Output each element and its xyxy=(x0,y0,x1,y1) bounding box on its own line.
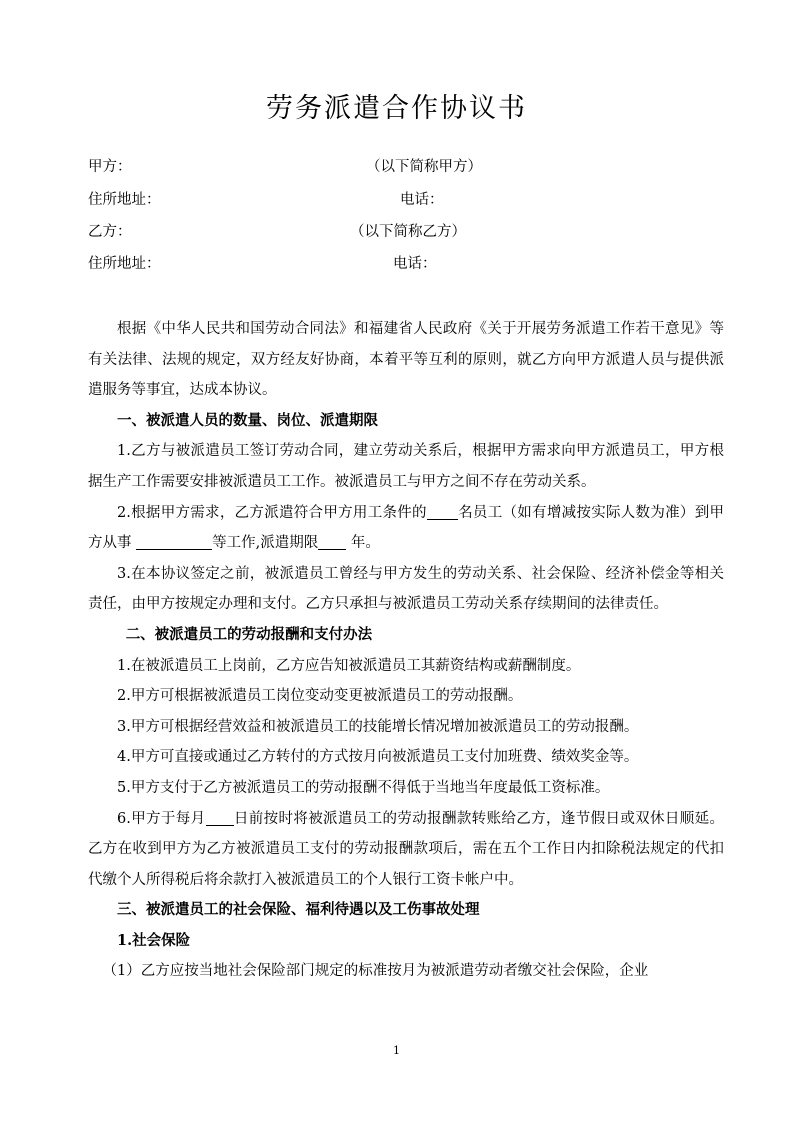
section-2-item-4: 4.甲方可直接或通过乙方转付的方式按月向被派遣员工支付加班费、绩效奖金等。 xyxy=(117,749,639,766)
section-1-item-1: 1.乙方与被派遣员工签订劳动合同，建立劳动关系后，根据甲方需求向甲方派遣员工，甲方根据生产工作需要安排被派遣员工工作。被派遣员工与甲方之间不存在劳动关系。 xyxy=(88,443,724,490)
page-number: 1 xyxy=(393,1044,400,1057)
item-6-text-a: 6.甲方于每月 xyxy=(117,810,206,827)
dispatch-period-blank[interactable] xyxy=(318,533,346,550)
section-2-heading: 二、被派遣员工的劳动报酬和支付办法 xyxy=(125,625,373,643)
section-2-item-3: 3.甲方可根据经营效益和被派遣员工的技能增长情况增加被派遣员工的劳动报酬。 xyxy=(117,718,639,735)
section-3-sub-1: 1.社会保险 xyxy=(117,931,191,949)
phone-b-label: 电话： xyxy=(393,256,437,272)
section-2-item-1: 1.在被派遣员工上岗前，乙方应告知被派遣员工其薪资结构或薪酬制度。 xyxy=(117,657,581,674)
section-2-item-5: 5.甲方支付于乙方被派遣员工的劳动报酬不得低于当地当年度最低工资标准。 xyxy=(117,779,610,796)
section-1-item-3: 3.在本协议签定之前，被派遣员工曾经与甲方发生的劳动关系、社会保险、经济补偿金等相关责任，由甲方按规定办理和支付。乙方只承担与被派遣员工劳动关系存续期间的法律责任。 xyxy=(88,565,724,613)
section-3-item-1: （1）乙方应按当地社会保险部门规定的标准按月为被派遣劳动者缴交社会保险，企业 xyxy=(102,963,649,980)
preamble-paragraph: 根据《中华人民共和国劳动合同法》和福建省人民政府《关于开展劳务派遣工作若干意见》等有关法律、法规的规定，双方经友好协商，本着平等互利的原则，就乙方向甲方派遣人员与提供派遣服务等事宜，达成本协议。 xyxy=(88,321,724,399)
item-6-text-b: 日前按时将被派遣员工的劳动报酬款转账给乙方，逢节假日或双休日顺延。乙方在收到甲方为乙方被派遣员工支付的劳动报酬款项后，需在五个工作日内扣除税法规定的代扣代缴个人所得税后将余款打入被派遣员工的个人银行工资卡帐户中。 xyxy=(88,810,724,888)
item-2-text-b: 名员工（如有增减按实际人数为准）到甲方从事 xyxy=(88,504,724,552)
party-b-alias: （以下简称乙方） xyxy=(350,224,466,240)
item-2-text-d: 年。 xyxy=(350,535,380,552)
party-a-alias: （以下简称甲方） xyxy=(366,159,482,175)
section-1-item-2 xyxy=(88,498,724,559)
address-b-label: 住所地址： xyxy=(88,256,161,272)
party-b-label: 乙方： xyxy=(88,224,132,240)
phone-a-label: 电话： xyxy=(400,192,444,208)
employee-count-blank[interactable] xyxy=(427,503,458,520)
section-2-item-6 xyxy=(88,804,724,896)
section-3-heading: 三、被派遣员工的社会保险、福利待遇以及工伤事故处理 xyxy=(117,901,480,919)
party-a-label: 甲方： xyxy=(88,159,132,175)
item-2-text-c: 等工作,派遣期限 xyxy=(212,535,319,552)
document-body xyxy=(88,314,724,987)
pay-day-blank[interactable] xyxy=(206,809,234,826)
section-2-item-2: 2.甲方可根据被派遣员工岗位变动变更被派遣员工的劳动报酬。 xyxy=(117,688,523,705)
section-1-heading: 一、被派遣人员的数量、岗位、派遣期限 xyxy=(117,411,378,429)
document-title: 劳务派遣合作协议书 xyxy=(266,93,527,124)
job-type-blank[interactable] xyxy=(136,533,212,550)
address-a-label: 住所地址： xyxy=(88,192,161,208)
item-2-text-a: 2.根据甲方需求，乙方派遣符合甲方用工条件的 xyxy=(117,504,427,521)
